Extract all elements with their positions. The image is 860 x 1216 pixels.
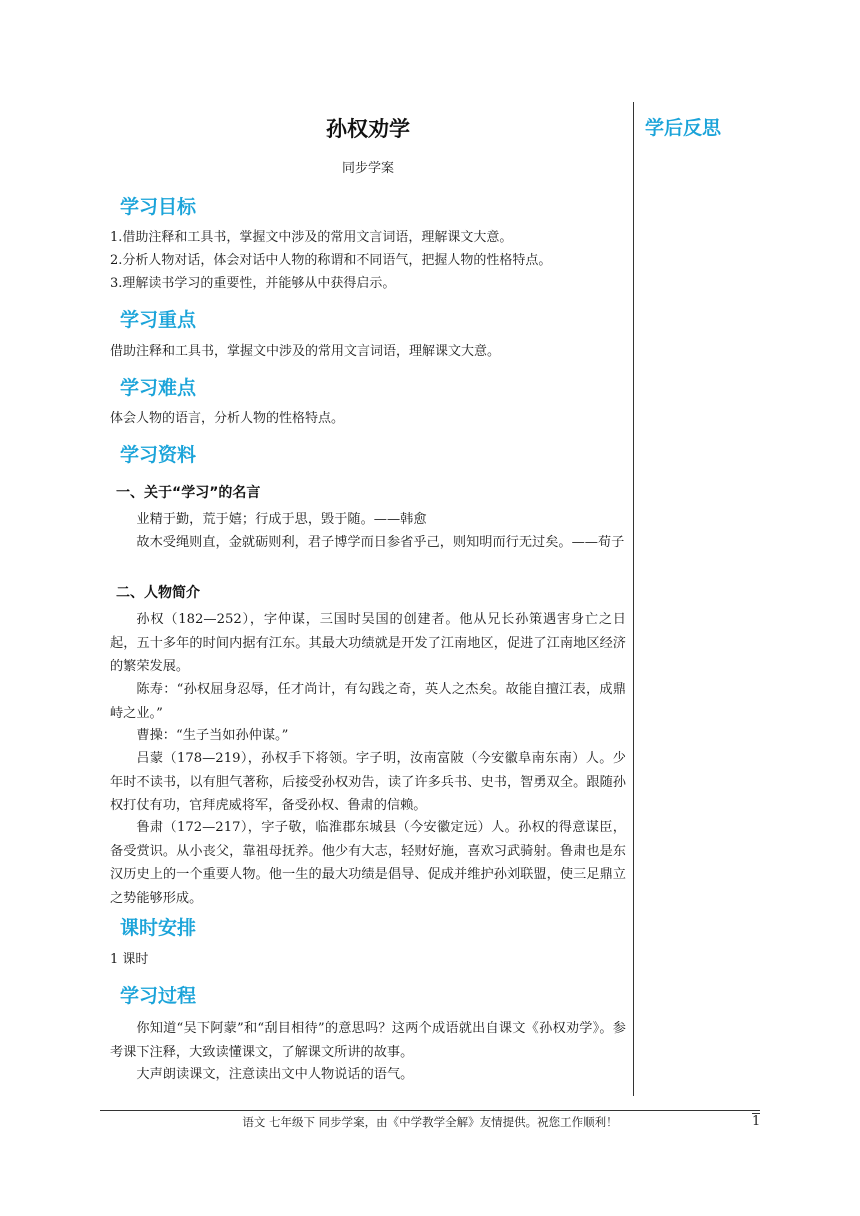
quote-item: 业精于勤，荒于嬉；行成于思，毁于随。——韩愈	[136, 512, 427, 527]
quote-item: 故木受绳则直，金就砺则利，君子博学而日参省乎己，则知明而行无过矣。——荀子	[136, 535, 625, 550]
footer-rule	[100, 1110, 760, 1111]
goal-item: 3.理解读书学习的重要性，并能够从中获得启示。	[110, 276, 396, 291]
process-heading: 学习过程	[120, 985, 197, 1007]
difficulty-heading: 学习难点	[120, 377, 197, 399]
quotes-heading: 一、关于“学习”的名言	[116, 485, 261, 501]
page-number: 1	[752, 1114, 761, 1129]
person-bio: 孙权（182—252），字仲谋，三国时吴国的创建者。他从兄长孙策遇害身亡之日起，五十多年的时间内据有江东。其最大功绩就是开发了江南地区，促进了江南地区经济的繁荣发展。	[110, 612, 626, 674]
goals-heading: 学习目标	[120, 196, 197, 218]
column-divider	[633, 102, 634, 1096]
materials-heading: 学习资料	[120, 444, 197, 466]
schedule-heading: 课时安排	[120, 917, 197, 939]
difficulty-text: 体会人物的语言，分析人物的性格特点。	[110, 411, 345, 426]
reflection-heading: 学后反思	[645, 117, 722, 139]
person-bio: 鲁肃（172—217），字子敬，临淮郡东城县（今安徽定远）人。孙权的得意谋臣，备受赏识。从小丧父，靠祖母抚养。他少有大志，轻财好施，喜欢习武骑射。鲁肃也是东汉历史上的一个重要人物。他一生的最大功绩是倡导、促成并维护孙刘联盟，使三足鼎立之势能够形成。	[110, 820, 626, 906]
process-paragraph: 你知道“吴下阿蒙”和“刮目相待”的意思吗？这两个成语就出自课文《孙权劝学》。参考课下注释，大致读懂课文，了解课文所讲的故事。	[110, 1021, 626, 1060]
focus-heading: 学习重点	[120, 309, 197, 331]
schedule-text: 1 课时	[110, 952, 149, 967]
footer-text: 语文 七年级下 同步学案，由《中学教学全解》友情提供。祝您工作顺利！	[242, 1115, 618, 1129]
people-heading: 二、人物简介	[116, 585, 200, 601]
person-bio: 吕蒙（178—219），孙权手下将领。字子明，汝南富陂（今安徽阜南东南）人。少年时不读书，以有胆气著称，后接受孙权劝告，读了许多兵书、史书，智勇双全。跟随孙权打仗有功，官拜虎威将军，备受孙权、鲁肃的信赖。	[110, 751, 626, 813]
person-quote: 曹操：“生子当如孙仲谋。”	[136, 728, 289, 743]
goal-item: 1.借助注释和工具书，掌握文中涉及的常用文言词语，理解课文大意。	[110, 230, 513, 245]
page-title: 孙权劝学	[326, 117, 410, 141]
focus-text: 借助注释和工具书，掌握文中涉及的常用文言词语，理解课文大意。	[110, 344, 501, 359]
process-paragraph: 大声朗读课文，注意读出文中人物说话的语气。	[136, 1067, 414, 1082]
goal-item: 2.分析人物对话，体会对话中人物的称谓和不同语气，把握人物的性格特点。	[110, 253, 552, 268]
page-subtitle: 同步学案	[341, 161, 394, 176]
person-quote: 陈寿：“孙权屈身忍辱，任才尚计，有勾践之奇，英人之杰矣。故能自擅江表，成鼎峙之业。”	[110, 682, 626, 721]
